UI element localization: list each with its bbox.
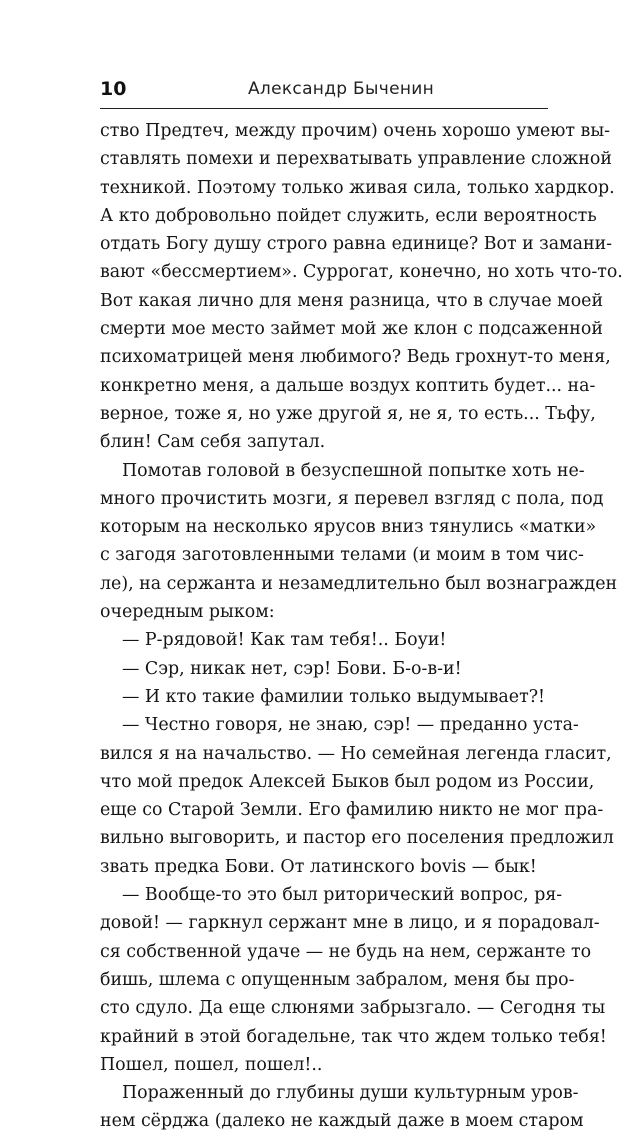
text-line: — И кто такие фамилии только выдумывает?! [122, 686, 546, 707]
text-line: — Р-рядовой! Как там тебя!.. Боуи! [122, 630, 447, 651]
author-name: Александр Быченин [248, 79, 435, 99]
text-line: ся собственной удаче — не будь на нем, сержанте то [100, 941, 592, 962]
text-line: ле), на сержанта и незамедлительно был вознагражден [100, 573, 618, 594]
text-line: Вот какая лично для меня разница, что в случае моей [100, 290, 604, 311]
text-line: много прочистить мозги, я перевел взгляд с пола, под [100, 488, 604, 509]
running-header [100, 70, 548, 110]
text-line: бишь, шлема с опущенным забралом, меня бы про- [100, 969, 575, 990]
text-line: — Сэр, никак нет, сэр! Бови. Б-о-в-и! [122, 658, 462, 679]
text-line: крайний в этой богадельне, так что ждем только тебя! [100, 1026, 607, 1047]
text-line: вильно выговорить, и пастор его поселения предложил [100, 828, 614, 849]
text-line: отдать Богу душу строго равна единице? Вот и замани- [100, 234, 613, 255]
text-line: Пошел, пошел, пошел!.. [100, 1054, 323, 1075]
text-line: А кто добровольно пойдет служить, если вероятность [100, 205, 597, 226]
text-line: верное, тоже я, но уже другой я, не я, то есть... Тьфу, [100, 403, 596, 424]
text-line: звать предка Бови. От латинского bovis — бык! [100, 856, 537, 877]
text-line: техникой. Поэтому только живая сила, только хардкор. [100, 177, 615, 198]
text-line: вают «бессмертием». Суррогат, конечно, но хоть что-то. [100, 262, 623, 283]
header-rule [100, 108, 548, 109]
text-line: вился я на начальство. — Но семейная легенда гласит, [100, 743, 612, 764]
text-line: — Вообще-то это был риторический вопрос, ря- [122, 885, 563, 906]
text-line: нем сёрджа (далеко не каждый даже в моем старом [100, 1111, 584, 1132]
text-line: с загодя заготовленными телами (и моим в том чис- [100, 545, 584, 566]
text-line: ставлять помехи и перехватывать управление сложной [100, 149, 612, 170]
text-line: еще со Старой Земли. Его фамилию никто не мог пра- [100, 800, 604, 821]
page-number: 10 [100, 78, 127, 100]
text-line: психоматрицей меня любимого? Ведь грохнут-то меня, [100, 347, 611, 368]
text-line: что мой предок Алексей Быков был родом из России, [100, 771, 595, 792]
body-text [100, 117, 623, 1136]
text-line: ство Предтеч, между прочим) очень хорошо умеют вы- [100, 121, 611, 141]
text-line: Пораженный до глубины души культурным уров- [122, 1083, 579, 1104]
text-line: сто сдуло. Да еще слюнями забрызгало. — Сегодня ты [100, 998, 606, 1019]
text-line: — Честно говоря, не знаю, сэр! — преданно уста- [122, 715, 579, 736]
text-line: Помотав головой в безуспешной попытке хоть не- [122, 460, 585, 481]
text-line: блин! Сам себя запутал. [100, 432, 326, 453]
text-line: конкретно меня, а дальше воздух коптить будет... на- [100, 375, 596, 396]
text-line: очередным рыком: [100, 602, 275, 623]
text-line: смерти мое место займет мой же клон с подсаженной [100, 319, 603, 340]
text-line: довой! — гаркнул сержант мне в лицо, и я порадовал- [100, 913, 600, 934]
text-line: которым на несколько ярусов вниз тянулись «матки» [100, 517, 597, 538]
